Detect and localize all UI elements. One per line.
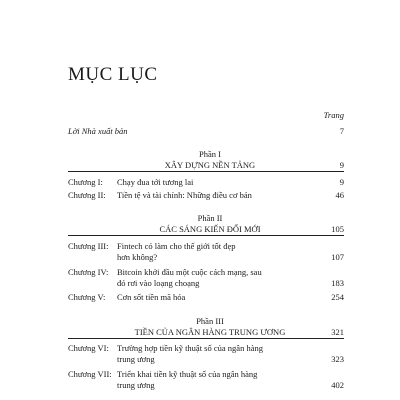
chapter-page: 323 xyxy=(331,354,344,364)
chapter-title-continued: trung ương xyxy=(117,380,155,390)
chapter-title: Fintech có làm cho thế giới tốt đẹp xyxy=(117,241,236,251)
divider xyxy=(68,338,344,339)
divider xyxy=(68,171,344,172)
chapter-title: Triển khai tiền kỹ thuật số của ngân hàng xyxy=(117,369,258,379)
chapter-page: 183 xyxy=(331,278,344,288)
divider xyxy=(68,235,344,236)
preface-page: 7 xyxy=(339,126,344,136)
chapter-number: Chương VI: xyxy=(68,343,109,353)
part-page: 321 xyxy=(331,327,344,337)
part-title: CÁC SÁNG KIẾN ĐỔI MỚI xyxy=(159,224,261,234)
chapter-number: Chương II: xyxy=(68,190,106,200)
page-title: MỤC LỤC xyxy=(68,64,158,85)
chapter-title-continued: đó rơi vào loạng choạng xyxy=(117,278,200,288)
chapter-title-continued: trung ương xyxy=(117,354,155,364)
chapter-page: 402 xyxy=(331,380,344,390)
chapter-title-continued: hơn không? xyxy=(117,252,158,262)
chapter-page: 254 xyxy=(331,292,344,302)
part-title: TIỀN CỦA NGÂN HÀNG TRUNG ƯƠNG xyxy=(134,327,286,337)
chapter-title: Bitcoin khởi đầu một cuộc cách mạng, sau xyxy=(117,267,262,277)
part-heading: Phần II xyxy=(197,213,223,223)
chapter-title: Chạy đua tới tương lai xyxy=(117,177,194,187)
chapter-title: Tiền tệ và tài chính: Những điều cơ bản xyxy=(117,190,252,200)
chapter-page: 9 xyxy=(339,177,344,187)
chapter-number: Chương III: xyxy=(68,241,109,251)
part-heading: Phần I xyxy=(199,149,221,159)
part-title: XÂY DỰNG NỀN TẢNG xyxy=(164,160,256,170)
chapter-page: 46 xyxy=(335,190,344,200)
chapter-title: Cơn sốt tiền mã hóa xyxy=(117,292,186,302)
part-page: 9 xyxy=(339,160,344,170)
chapter-number: Chương I: xyxy=(68,177,103,187)
chapter-title: Trường hợp tiền kỹ thuật số của ngân hàng xyxy=(117,343,263,353)
chapter-number: Chương VII: xyxy=(68,369,112,379)
chapter-page: 107 xyxy=(331,252,344,262)
page-column-label: Trang xyxy=(323,110,344,120)
chapter-number: Chương V: xyxy=(68,292,106,302)
preface-label: Lời Nhà xuất bản xyxy=(68,126,128,136)
part-heading: Phần III xyxy=(196,316,224,326)
part-page: 105 xyxy=(331,224,344,234)
chapter-number: Chương IV: xyxy=(68,267,109,277)
